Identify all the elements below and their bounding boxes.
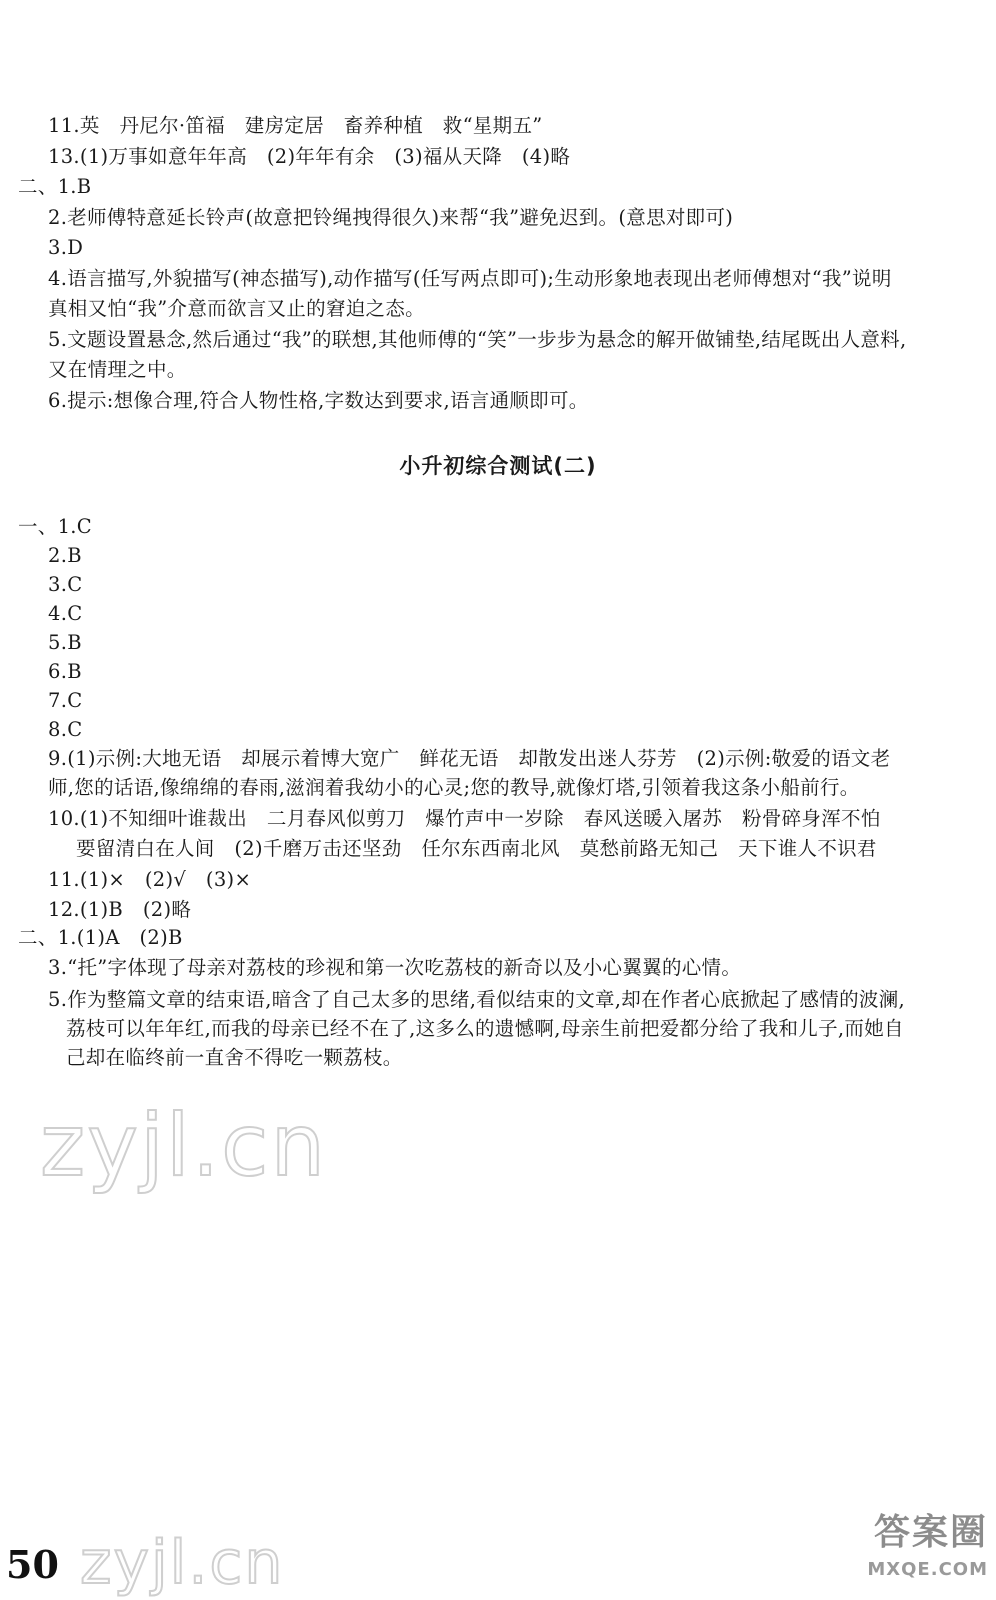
watermark-logo: zyjl.cn [40, 1096, 327, 1196]
watermark-logo-footer: zyjl.cn [80, 1528, 285, 1598]
answer-line-5: 3.D [48, 236, 84, 259]
answer-line-14: 4.C [48, 602, 83, 625]
answer-line-6: 4.语言描写,外貌描写(神态描写),动作描写(任写两点即可);生动形象地表现出老师傅想对“我”说明 [48, 267, 892, 290]
answer-line-28: 荔枝可以年年红,而我的母亲已经不在了,这多么的遗憾啊,母亲生前把爱都分给了我和儿子,而她自 [66, 1017, 904, 1040]
page-number: 50 [6, 1542, 59, 1587]
seal-url: MXQE.COM [867, 1559, 988, 1580]
answer-line-15: 5.B [48, 631, 82, 654]
answer-line-16: 6.B [48, 660, 82, 683]
answer-line-26: 3.“托”字体现了母亲对荔枝的珍视和第一次吃荔枝的新奇以及小心翼翼的心情。 [48, 956, 742, 979]
answer-line-19: 9.(1)示例:大地无语 却展示着博大宽广 鲜花无语 却散发出迷人芬芳 (2)示例:敬爱的语文老 [48, 747, 891, 770]
answer-line-3: 二、1.B [18, 175, 92, 198]
seal-text: 答案圈 [873, 1512, 988, 1553]
answer-line-7: 真相又怕“我”介意而欲言又止的窘迫之态。 [48, 297, 425, 320]
answer-line-9: 又在情理之中。 [48, 358, 187, 381]
answer-line-2: 13.(1)万事如意年年高 (2)年年有余 (3)福从天降 (4)略 [48, 145, 571, 168]
answer-line-29: 己却在临终前一直舍不得吃一颗荔枝。 [66, 1046, 403, 1069]
corner-seal [858, 1508, 988, 1594]
answer-line-18: 8.C [48, 718, 83, 741]
answer-line-25: 二、1.(1)A (2)B [18, 926, 183, 949]
answer-line-12: 2.B [48, 544, 82, 567]
answer-line-20: 师,您的话语,像绵绵的春雨,滋润着我幼小的心灵;您的教导,就像灯塔,引领着我这条小船前行。 [48, 776, 860, 799]
answer-line-21: 10.(1)不知细叶谁裁出 二月春风似剪刀 爆竹声中一岁除 春风送暖入屠苏 粉骨碎身浑不怕 [48, 807, 881, 830]
section-title: 小升初综合测试(二) [399, 454, 597, 478]
answer-line-23: 11.(1)× (2)√ (3)× [48, 868, 252, 891]
answer-line-10: 6.提示:想像合理,符合人物性格,字数达到要求,语言通顺即可。 [48, 389, 589, 412]
answer-line-11: 一、1.C [18, 515, 93, 538]
answer-line-22: 要留清白在人间 (2)千磨万击还坚劲 任尔东西南北风 莫愁前路无知己 天下谁人不识君 [76, 837, 877, 860]
answer-line-17: 7.C [48, 689, 83, 712]
answer-line-24: 12.(1)B (2)略 [48, 898, 192, 921]
answer-line-4: 2.老师傅特意延长铃声(故意把铃绳拽得很久)来帮“我”避免迟到。(意思对即可) [48, 206, 734, 229]
answer-line-13: 3.C [48, 573, 83, 596]
answer-line-27: 5.作为整篇文章的结束语,暗含了自己太多的思绪,看似结束的文章,却在作者心底掀起了感情的波澜, [48, 988, 905, 1011]
answer-line-1: 11.英 丹尼尔·笛福 建房定居 畜养种植 救“星期五” [48, 114, 543, 137]
answer-line-8: 5.文题设置悬念,然后通过“我”的联想,其他师傅的“笑”一步步为悬念的解开做铺垫,结尾既出人意料, [48, 328, 907, 351]
